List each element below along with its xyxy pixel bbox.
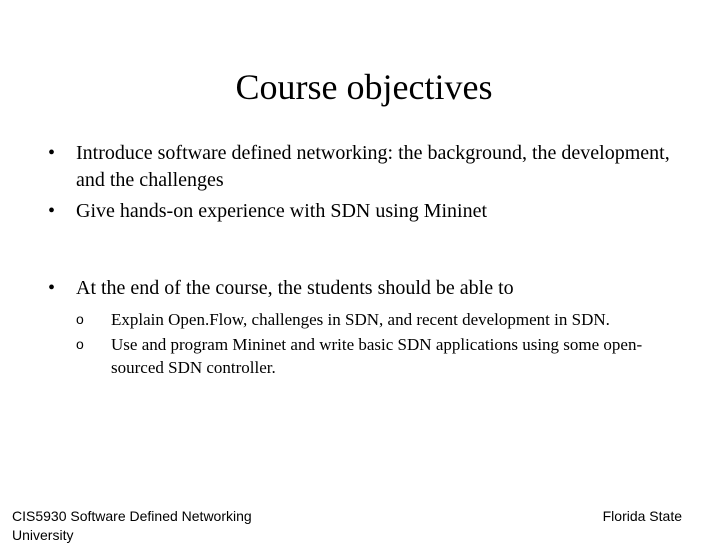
bullet-text: Introduce software defined networking: the background, the development, and the challenges — [76, 142, 670, 191]
sub-bullet-marker: o — [76, 311, 84, 327]
sub-bullet-item — [62, 333, 688, 379]
slide-title: Course objectives — [235, 67, 493, 107]
sub-bullet-marker: o — [76, 336, 84, 352]
bullet-text: At the end of the course, the students should be able to — [76, 277, 514, 299]
sub-bullet-text: Explain Open.Flow, challenges in SDN, and recent development in SDN. — [111, 310, 610, 329]
sub-bullet-text: Use and program Mininet and write basic SDN applications using some open-sourced SDN controller. — [111, 335, 643, 377]
bullet-item — [48, 198, 688, 225]
footer-institution-label: Florida State — [602, 508, 682, 524]
bullet-text: Give hands-on experience with SDN using Mininet — [76, 200, 488, 222]
bullet-item — [48, 275, 688, 302]
bullet-item — [48, 140, 688, 194]
bullet-marker: • — [48, 142, 56, 164]
bullet-list — [48, 140, 688, 381]
bullet-marker: • — [48, 200, 56, 222]
bullet-marker: • — [48, 277, 56, 299]
sub-bullet-list — [62, 308, 688, 379]
sub-bullet-item — [62, 308, 688, 331]
footer-course-label: CIS5930 Software Defined Networking University — [12, 508, 252, 543]
